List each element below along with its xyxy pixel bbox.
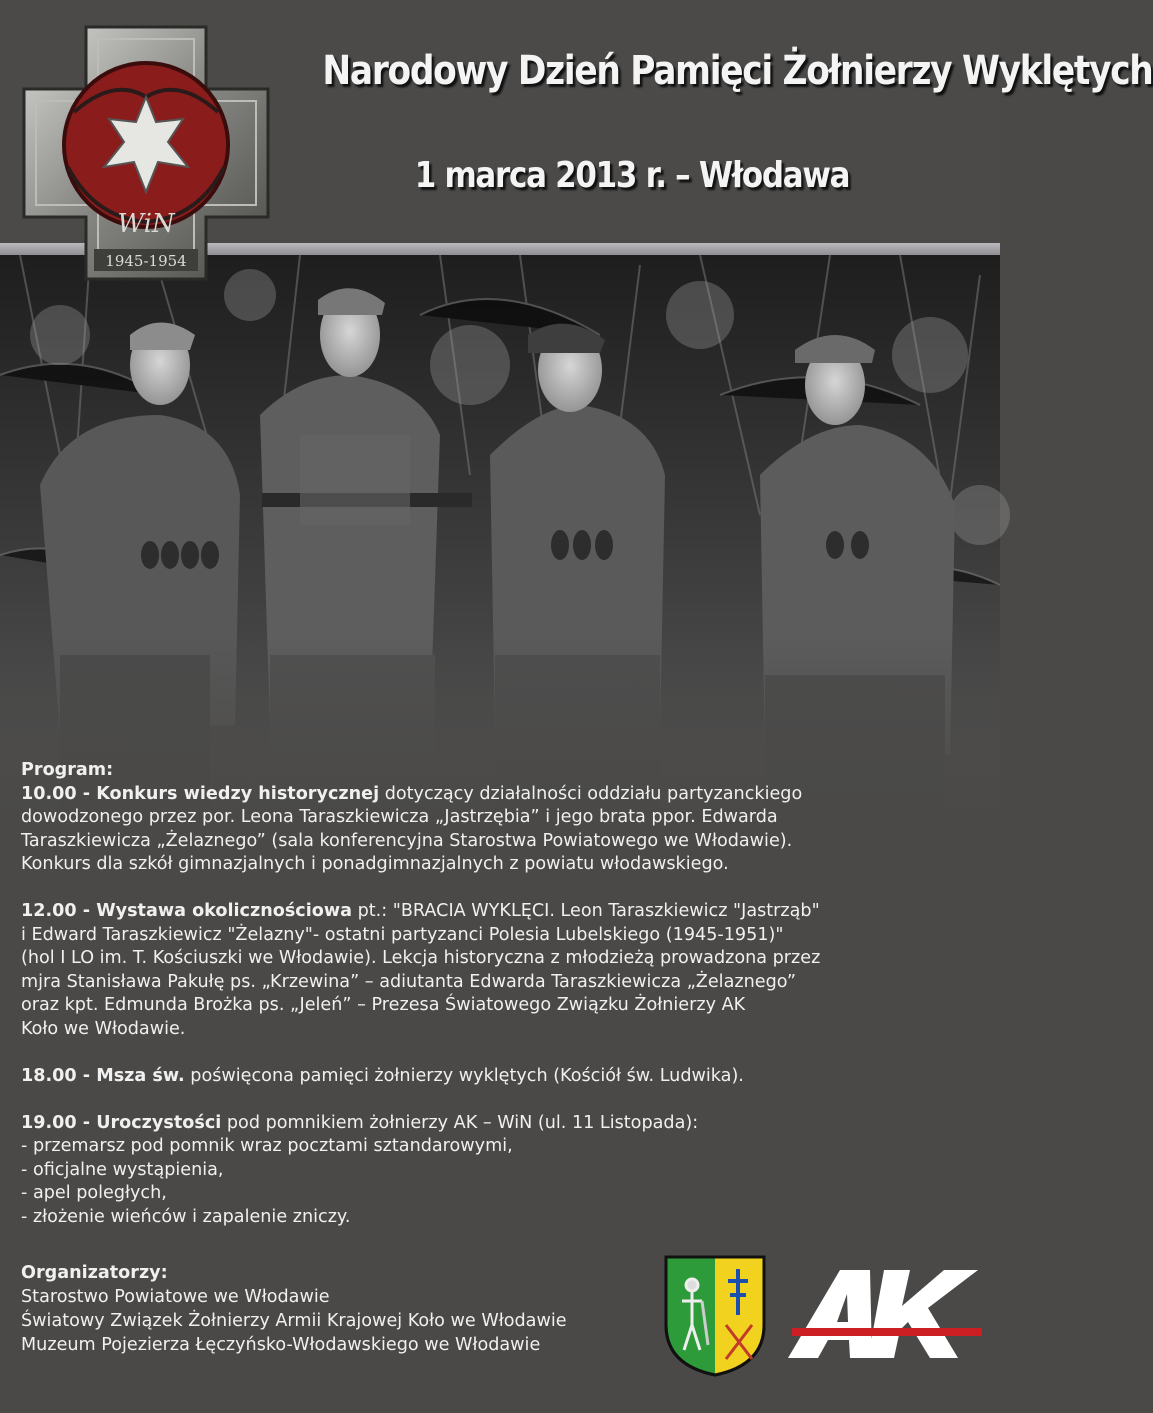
event-1-title: 10.00 - Konkurs wiedzy historycznej [21, 783, 380, 804]
badge-win-text: WiN [117, 209, 175, 239]
organizer-item: Muzeum Pojezierza Łęczyńsko-Włodawskiego we Włodawie [21, 1335, 541, 1355]
event-2-line: mjra Stanisława Pakułę ps. „Krzewina” – adiutanta Edwarda Taraszkiewicza „Żelaznego” [21, 971, 796, 992]
ak-logo-icon [788, 1270, 986, 1358]
organizers-section [21, 1261, 681, 1357]
powiat-coat-of-arms-icon [664, 1255, 766, 1377]
event-1 [21, 783, 981, 877]
event-1-line: dowodzonego przez por. Leona Taraszkiewicza „Jastrzębia” i jego brata ppor. Edwarda [21, 807, 778, 827]
page-title: Narodowy Dzień Pamięci Żołnierzy Wyklętych [322, 48, 1153, 94]
event-1-line: Taraszkiewicza „Żelaznego” (sala konferencyjna Starostwa Powiatowego we Włodawie). [21, 830, 793, 851]
badge-years-text: 1945-1954 [105, 252, 187, 270]
event-1-text: dotyczący działalności oddziału partyzanckiego [379, 783, 803, 804]
event-2-title: 12.00 - Wystawa okolicznościowa [21, 901, 352, 921]
ak-logo-text: AK [788, 1270, 790, 1271]
event-4-line: - przemarsz pod pomnik wraz pocztami sztandarowymi, [21, 1136, 513, 1156]
event-4-line: - złożenie wieńców i zapalenie zniczy. [21, 1206, 351, 1227]
event-3-title: 18.00 - Msza św. [21, 1065, 185, 1086]
program-heading: Program: [21, 760, 114, 780]
organizers-heading: Organizatorzy: [21, 1263, 168, 1283]
win-cross-badge [24, 27, 268, 279]
event-2-line: i Edward Taraszkiewicz "Żelazny"- ostatni partyzanci Polesia Lubelskiego (1945-1951)" [21, 924, 784, 945]
program-section [21, 759, 981, 1253]
event-2 [21, 900, 981, 1041]
event-2-line: Koło we Włodawie. [21, 1018, 186, 1039]
event-date-location: 1 marca 2013 r. – Włodawa [414, 155, 850, 196]
event-3 [21, 1065, 981, 1089]
event-4-line: - oficjalne wystąpienia, [21, 1159, 224, 1180]
event-3-text: poświęcona pamięci żołnierzy wyklętych (Kościół św. Ludwika). [184, 1065, 744, 1086]
partisans-photo [0, 255, 1000, 815]
event-2-line: oraz kpt. Edmunda Brożka ps. „Jeleń” – Prezesa Światowego Związku Żołnierzy AK [21, 995, 746, 1015]
event-4-text: pod pomnikiem żołnierzy AK – WiN (ul. 11 Listopada): [221, 1112, 699, 1133]
event-2-line: (hol I LO im. T. Kościuszki we Włodawie). Lekcja historyczna z młodzieżą prowadzona przez [21, 948, 821, 968]
organizer-item: Starostwo Powiatowe we Włodawie [21, 1287, 330, 1307]
event-4-line: - apel poległych, [21, 1183, 167, 1203]
event-4-title: 19.00 - Uroczystości [21, 1112, 222, 1133]
event-4 [21, 1112, 981, 1230]
event-2-text: pt.: "BRACIA WYKLĘCI. Leon Taraszkiewicz "Jastrząb" [351, 901, 820, 921]
organizer-item: Światowy Związek Żołnierzy Armii Krajowej Koło we Włodawie [21, 1311, 567, 1331]
event-1-line: Konkurs dla szkół gimnazjalnych i ponadgimnazjalnych z powiatu włodawskiego. [21, 854, 729, 874]
